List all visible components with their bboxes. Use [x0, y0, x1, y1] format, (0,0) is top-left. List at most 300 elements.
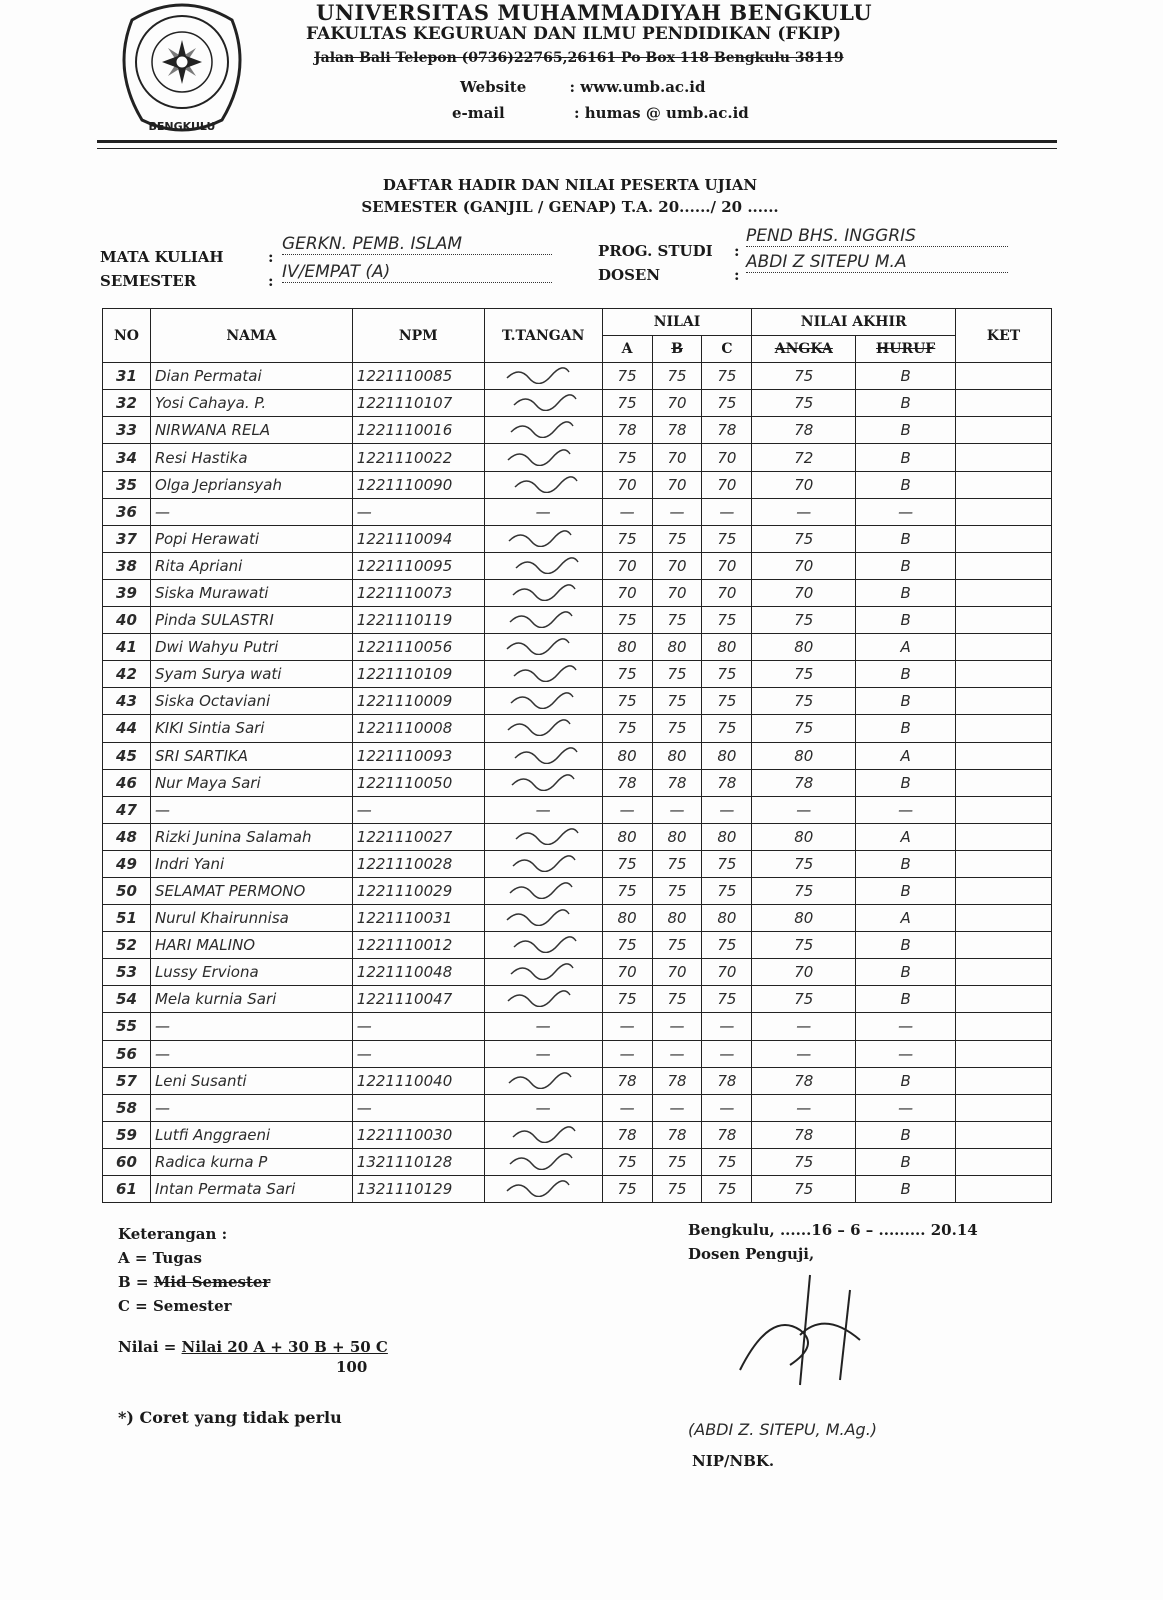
website-value: : www.umb.ac.id	[569, 78, 706, 96]
cell-signature: —	[484, 796, 602, 823]
semester-value: IV/EMPAT (A)	[282, 262, 552, 283]
cell-signature	[484, 363, 602, 390]
cell-huruf: A	[856, 742, 956, 769]
header-ttangan: T.TANGAN	[484, 309, 602, 363]
dosen-label: DOSEN	[598, 266, 661, 284]
cell-ket	[956, 1067, 1052, 1094]
cell-ket	[956, 850, 1052, 877]
cell-no: 32	[103, 390, 151, 417]
table-row	[103, 959, 1052, 986]
cell-c: —	[702, 1013, 752, 1040]
cell-huruf: B	[856, 363, 956, 390]
cell-no: 40	[103, 607, 151, 634]
cell-ket	[956, 661, 1052, 688]
cell-npm: 1221110022	[352, 444, 484, 471]
cell-angka: 75	[752, 607, 856, 634]
table-row	[103, 1040, 1052, 1067]
table-row	[103, 742, 1052, 769]
cell-angka: 70	[752, 552, 856, 579]
cell-no: 38	[103, 552, 151, 579]
cell-angka: 80	[752, 905, 856, 932]
cell-nama: —	[150, 796, 352, 823]
cell-signature	[484, 661, 602, 688]
handwritten-signature	[730, 1270, 880, 1390]
cell-a: 80	[602, 823, 652, 850]
row-signature-scribble	[489, 1123, 589, 1143]
cell-c: —	[702, 1094, 752, 1121]
cell-npm: —	[352, 1040, 484, 1067]
table-row	[103, 661, 1052, 688]
cell-b: 70	[652, 552, 702, 579]
table-row	[103, 715, 1052, 742]
cell-signature	[484, 444, 602, 471]
cell-angka: 78	[752, 417, 856, 444]
cell-angka: 80	[752, 823, 856, 850]
cell-nama: SRI SARTIKA	[150, 742, 352, 769]
cell-c: 70	[702, 471, 752, 498]
cell-no: 41	[103, 634, 151, 661]
cell-signature	[484, 823, 602, 850]
row-signature-scribble	[489, 960, 589, 980]
cell-c: —	[702, 796, 752, 823]
cell-no: 37	[103, 525, 151, 552]
cell-ket	[956, 525, 1052, 552]
cell-a: 70	[602, 471, 652, 498]
cell-c: 75	[702, 607, 752, 634]
header-ket: KET	[956, 309, 1052, 363]
cell-signature	[484, 742, 602, 769]
cell-b: 78	[652, 769, 702, 796]
header-divider	[97, 140, 1057, 143]
svg-text:BENGKULU: BENGKULU	[148, 120, 216, 133]
cell-a: 75	[602, 525, 652, 552]
cell-no: 47	[103, 796, 151, 823]
cell-signature: —	[484, 498, 602, 525]
row-signature-scribble	[489, 554, 589, 574]
cell-a: —	[602, 1013, 652, 1040]
cell-a: 78	[602, 1121, 652, 1148]
cell-angka: —	[752, 1094, 856, 1121]
cell-npm: 1221110040	[352, 1067, 484, 1094]
cell-npm: 1221110048	[352, 959, 484, 986]
cell-huruf: B	[856, 471, 956, 498]
website-label: Website	[460, 78, 527, 96]
formula-numerator: Nilai 20 A + 30 B + 50 C	[181, 1338, 388, 1356]
cell-c: 80	[702, 823, 752, 850]
cell-b: 80	[652, 742, 702, 769]
cell-angka: 70	[752, 471, 856, 498]
cell-npm: 1221110031	[352, 905, 484, 932]
cell-a: 70	[602, 579, 652, 606]
cell-a: 80	[602, 634, 652, 661]
cell-nama: Pinda SULASTRI	[150, 607, 352, 634]
cell-no: 36	[103, 498, 151, 525]
cell-signature	[484, 579, 602, 606]
cell-angka: 75	[752, 877, 856, 904]
header-angka: ANGKA	[752, 336, 856, 363]
cell-huruf: B	[856, 390, 956, 417]
cell-huruf: B	[856, 688, 956, 715]
cell-no: 57	[103, 1067, 151, 1094]
table-row	[103, 444, 1052, 471]
row-signature-scribble	[489, 364, 589, 384]
cell-ket	[956, 959, 1052, 986]
cell-angka: —	[752, 1040, 856, 1067]
cell-c: 75	[702, 363, 752, 390]
row-signature-scribble	[489, 635, 589, 655]
header-nilai: NILAI	[602, 309, 752, 336]
cell-no: 51	[103, 905, 151, 932]
cell-signature	[484, 905, 602, 932]
cell-a: —	[602, 796, 652, 823]
cell-signature	[484, 877, 602, 904]
cell-ket	[956, 796, 1052, 823]
cell-angka: 78	[752, 1121, 856, 1148]
cell-huruf: B	[856, 444, 956, 471]
cell-huruf: B	[856, 1121, 956, 1148]
table-row	[103, 552, 1052, 579]
table-row	[103, 688, 1052, 715]
cell-a: 78	[602, 1067, 652, 1094]
cell-nama: —	[150, 1040, 352, 1067]
cell-nama: Resi Hastika	[150, 444, 352, 471]
table-row	[103, 796, 1052, 823]
header-nilai-akhir: NILAI AKHIR	[752, 309, 956, 336]
cell-npm: 1321110129	[352, 1176, 484, 1203]
cell-signature: —	[484, 1013, 602, 1040]
cell-c: 75	[702, 688, 752, 715]
cell-c: 75	[702, 390, 752, 417]
cell-signature: —	[484, 1040, 602, 1067]
cell-npm: 1221110008	[352, 715, 484, 742]
cell-a: 75	[602, 877, 652, 904]
header-b: B	[652, 336, 702, 363]
table-body	[103, 363, 1052, 1203]
cell-no: 46	[103, 769, 151, 796]
cell-huruf: B	[856, 959, 956, 986]
row-signature-scribble	[489, 1177, 589, 1197]
cell-nama: SELAMAT PERMONO	[150, 877, 352, 904]
row-signature-scribble	[489, 1150, 589, 1170]
cell-nama: Syam Surya wati	[150, 661, 352, 688]
cell-signature	[484, 390, 602, 417]
cell-huruf: B	[856, 525, 956, 552]
cell-nama: Intan Permata Sari	[150, 1176, 352, 1203]
cell-nama: Dian Permatai	[150, 363, 352, 390]
cell-angka: 75	[752, 661, 856, 688]
table-row	[103, 1176, 1052, 1203]
cell-ket	[956, 1013, 1052, 1040]
cell-signature	[484, 471, 602, 498]
cell-ket	[956, 1040, 1052, 1067]
cell-npm: 1221110107	[352, 390, 484, 417]
cell-c: 78	[702, 1067, 752, 1094]
cell-nama: Dwi Wahyu Putri	[150, 634, 352, 661]
formula-denominator: 100	[336, 1358, 368, 1376]
cell-b: —	[652, 796, 702, 823]
cell-a: 78	[602, 417, 652, 444]
mata-kuliah-value: GERKN. PEMB. ISLAM	[282, 234, 552, 255]
cell-signature	[484, 1067, 602, 1094]
cell-no: 42	[103, 661, 151, 688]
cell-no: 31	[103, 363, 151, 390]
cell-huruf: A	[856, 823, 956, 850]
cell-b: 78	[652, 417, 702, 444]
cell-npm: —	[352, 498, 484, 525]
cell-no: 43	[103, 688, 151, 715]
cell-b: 75	[652, 932, 702, 959]
cell-huruf: B	[856, 1067, 956, 1094]
cell-huruf: —	[856, 1094, 956, 1121]
cell-b: 75	[652, 986, 702, 1013]
table-row	[103, 525, 1052, 552]
table-row	[103, 1094, 1052, 1121]
cell-npm: 1221110028	[352, 850, 484, 877]
university-name: UNIVERSITAS MUHAMMADIYAH BENGKULU	[316, 0, 873, 25]
table-row	[103, 363, 1052, 390]
cell-a: 75	[602, 444, 652, 471]
cell-ket	[956, 444, 1052, 471]
cell-b: 75	[652, 363, 702, 390]
semester-label: SEMESTER	[100, 272, 197, 290]
cell-ket	[956, 688, 1052, 715]
cell-c: 75	[702, 877, 752, 904]
cell-huruf: —	[856, 1040, 956, 1067]
cell-signature	[484, 634, 602, 661]
cell-angka: 75	[752, 525, 856, 552]
table-row	[103, 417, 1052, 444]
cell-npm: —	[352, 1094, 484, 1121]
cell-angka: 70	[752, 959, 856, 986]
signature-block	[688, 1218, 978, 1266]
cell-nama: —	[150, 1094, 352, 1121]
cell-huruf: B	[856, 769, 956, 796]
cell-npm: 1221110056	[352, 634, 484, 661]
cell-b: 75	[652, 715, 702, 742]
cell-nama: Rita Apriani	[150, 552, 352, 579]
cell-ket	[956, 390, 1052, 417]
cell-c: 70	[702, 552, 752, 579]
cell-b: 78	[652, 1067, 702, 1094]
cell-no: 60	[103, 1148, 151, 1175]
cell-b: 70	[652, 444, 702, 471]
cell-b: 75	[652, 1176, 702, 1203]
cell-b: 75	[652, 525, 702, 552]
cell-signature	[484, 986, 602, 1013]
table-row	[103, 905, 1052, 932]
cell-huruf: —	[856, 1013, 956, 1040]
cell-c: 78	[702, 1121, 752, 1148]
cell-nama: HARI MALINO	[150, 932, 352, 959]
cell-huruf: A	[856, 634, 956, 661]
cell-angka: 70	[752, 579, 856, 606]
cell-ket	[956, 932, 1052, 959]
table-row	[103, 986, 1052, 1013]
legend-c: C = Semester	[118, 1297, 232, 1315]
table-row	[103, 579, 1052, 606]
cell-b: 70	[652, 471, 702, 498]
cell-nama: Olga Jepriansyah	[150, 471, 352, 498]
cell-c: 75	[702, 661, 752, 688]
email-value: : humas @ umb.ac.id	[574, 104, 749, 122]
cell-angka: 75	[752, 986, 856, 1013]
address-line: Jalan Bali Telepon (0736)22765,26161 Po Box 118 Bengkulu 38119	[314, 50, 844, 66]
cell-signature	[484, 525, 602, 552]
document-title: DAFTAR HADIR DAN NILAI PESERTA UJIAN	[382, 176, 758, 194]
cell-signature	[484, 715, 602, 742]
table-row	[103, 823, 1052, 850]
cell-c: 78	[702, 417, 752, 444]
cell-npm: 1221110030	[352, 1121, 484, 1148]
cell-npm: 1221110090	[352, 471, 484, 498]
cell-nama: Nur Maya Sari	[150, 769, 352, 796]
cell-huruf: B	[856, 579, 956, 606]
row-signature-scribble	[489, 418, 589, 438]
cell-nama: Leni Susanti	[150, 1067, 352, 1094]
header-divider-thin	[97, 148, 1057, 149]
cell-c: 70	[702, 579, 752, 606]
table-row	[103, 498, 1052, 525]
coret-note: *) Coret yang tidak perlu	[118, 1408, 342, 1427]
attendance-grade-table	[102, 308, 1052, 1203]
cell-huruf: B	[856, 715, 956, 742]
cell-angka: 75	[752, 363, 856, 390]
cell-no: 39	[103, 579, 151, 606]
cell-b: 80	[652, 905, 702, 932]
cell-a: 75	[602, 607, 652, 634]
grade-formula	[118, 1338, 388, 1376]
table-row	[103, 607, 1052, 634]
cell-no: 58	[103, 1094, 151, 1121]
cell-b: —	[652, 498, 702, 525]
cell-b: 78	[652, 1121, 702, 1148]
cell-c: 80	[702, 905, 752, 932]
cell-huruf: B	[856, 1176, 956, 1203]
row-signature-scribble	[489, 852, 589, 872]
cell-ket	[956, 986, 1052, 1013]
cell-angka: 75	[752, 932, 856, 959]
cell-npm: 1221110085	[352, 363, 484, 390]
cell-ket	[956, 1094, 1052, 1121]
cell-ket	[956, 634, 1052, 661]
cell-no: 44	[103, 715, 151, 742]
dosen-colon: :	[734, 266, 740, 284]
cell-npm: 1221110119	[352, 607, 484, 634]
cell-a: —	[602, 498, 652, 525]
dosen-signature-name: (ABDI Z. SITEPU, M.Ag.)	[688, 1420, 878, 1439]
cell-b: —	[652, 1013, 702, 1040]
cell-npm: 1221110016	[352, 417, 484, 444]
cell-npm: 1221110027	[352, 823, 484, 850]
cell-no: 59	[103, 1121, 151, 1148]
cell-nama: Indri Yani	[150, 850, 352, 877]
cell-signature	[484, 607, 602, 634]
cell-signature	[484, 417, 602, 444]
header-npm: NPM	[352, 309, 484, 363]
row-signature-scribble	[489, 689, 589, 709]
row-signature-scribble	[489, 446, 589, 466]
row-signature-scribble	[489, 608, 589, 628]
cell-nama: Rizki Junina Salamah	[150, 823, 352, 850]
cell-b: 75	[652, 688, 702, 715]
cell-no: 48	[103, 823, 151, 850]
cell-ket	[956, 823, 1052, 850]
cell-npm: 1221110009	[352, 688, 484, 715]
cell-b: 75	[652, 607, 702, 634]
cell-signature	[484, 1148, 602, 1175]
row-signature-scribble	[489, 473, 589, 493]
table-row	[103, 1067, 1052, 1094]
cell-huruf: A	[856, 905, 956, 932]
cell-a: 70	[602, 552, 652, 579]
cell-huruf: B	[856, 1148, 956, 1175]
cell-no: 56	[103, 1040, 151, 1067]
cell-nama: Popi Herawati	[150, 525, 352, 552]
cell-angka: 75	[752, 850, 856, 877]
cell-angka: 75	[752, 390, 856, 417]
table-row	[103, 1121, 1052, 1148]
cell-a: 75	[602, 1176, 652, 1203]
cell-nama: Yosi Cahaya. P.	[150, 390, 352, 417]
row-signature-scribble	[489, 716, 589, 736]
cell-no: 45	[103, 742, 151, 769]
row-signature-scribble	[489, 1069, 589, 1089]
cell-nama: Radica kurna P	[150, 1148, 352, 1175]
cell-signature	[484, 850, 602, 877]
prog-studi-value: PEND BHS. INGGRIS	[746, 226, 1008, 247]
cell-npm: 1221110094	[352, 525, 484, 552]
cell-a: 75	[602, 363, 652, 390]
cell-ket	[956, 1148, 1052, 1175]
cell-nama: Siska Octaviani	[150, 688, 352, 715]
cell-huruf: B	[856, 607, 956, 634]
cell-signature	[484, 769, 602, 796]
cell-nama: NIRWANA RELA	[150, 417, 352, 444]
row-signature-scribble	[489, 391, 589, 411]
cell-ket	[956, 552, 1052, 579]
cell-huruf: B	[856, 552, 956, 579]
mata-kuliah-label: MATA KULIAH	[100, 248, 224, 266]
table-row	[103, 471, 1052, 498]
table-row	[103, 634, 1052, 661]
cell-a: 75	[602, 661, 652, 688]
row-signature-scribble	[489, 527, 589, 547]
row-signature-scribble	[489, 987, 589, 1007]
cell-a: 75	[602, 850, 652, 877]
cell-a: 78	[602, 769, 652, 796]
legend-b-text: Mid Semester	[153, 1273, 271, 1291]
header-c: C	[702, 336, 752, 363]
cell-c: —	[702, 498, 752, 525]
cell-b: 75	[652, 661, 702, 688]
cell-a: 75	[602, 932, 652, 959]
cell-ket	[956, 742, 1052, 769]
cell-ket	[956, 498, 1052, 525]
cell-nama: Mela kurnia Sari	[150, 986, 352, 1013]
cell-no: 54	[103, 986, 151, 1013]
cell-c: —	[702, 1040, 752, 1067]
cell-ket	[956, 1176, 1052, 1203]
cell-ket	[956, 905, 1052, 932]
place-date: Bengkulu, ......16 – 6 – ......... 20.14	[688, 1221, 978, 1239]
cell-signature	[484, 932, 602, 959]
cell-a: 75	[602, 390, 652, 417]
cell-b: —	[652, 1040, 702, 1067]
cell-huruf: B	[856, 932, 956, 959]
cell-b: 70	[652, 579, 702, 606]
cell-npm: 1221110073	[352, 579, 484, 606]
cell-a: 75	[602, 688, 652, 715]
